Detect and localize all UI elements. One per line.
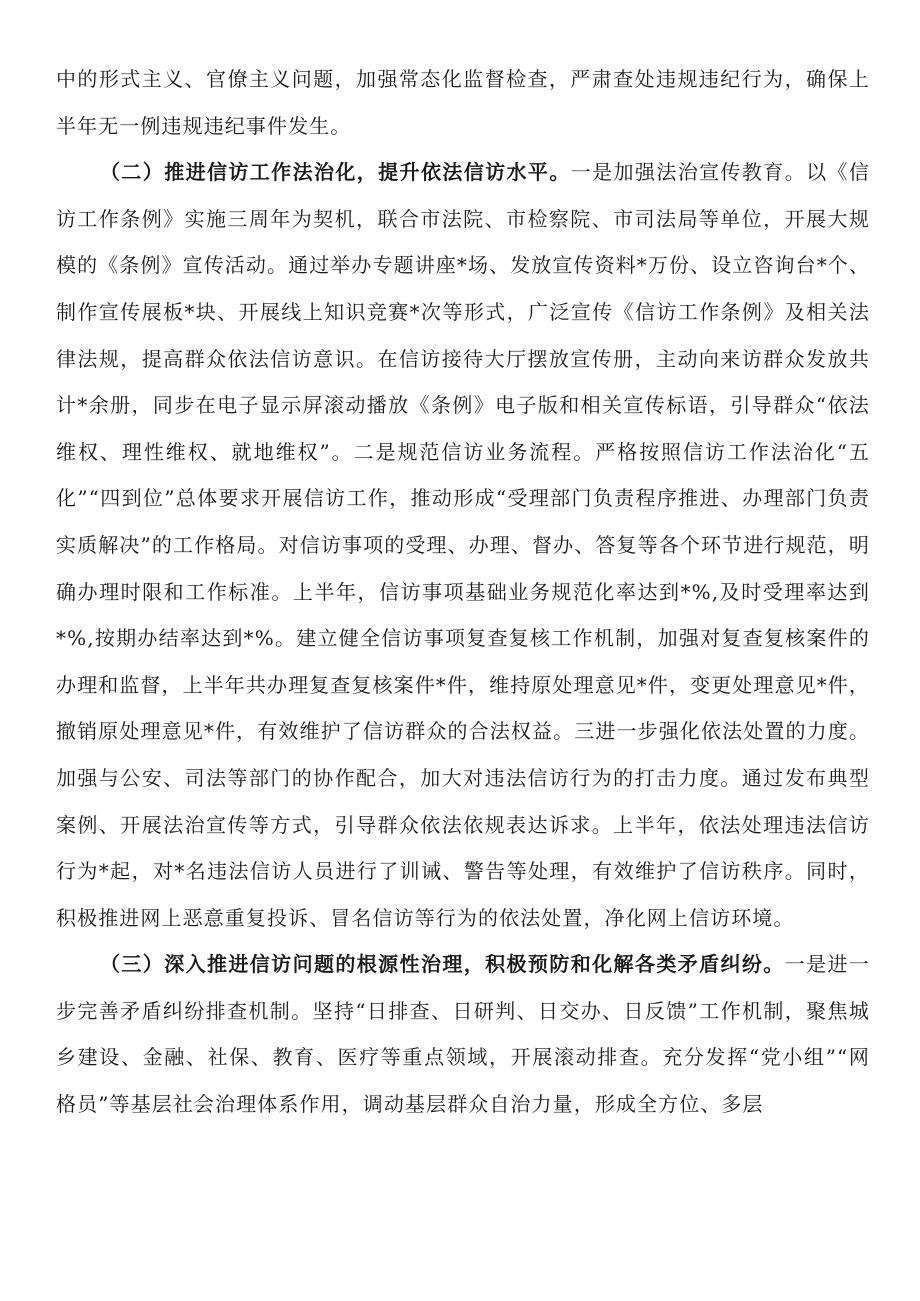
- section-heading-3: （三）深入推进信访问题的根源性治理，积极预防和化解各类矛盾纠纷。: [100, 952, 785, 977]
- paragraph-text: 中的形式主义、官僚主义问题，加强常态化监督检查，严肃查处违规违纪行为，确保上半年无一例违规违纪事件发生。: [56, 67, 870, 138]
- section-body-2: 一是加强法治宣传教育。以《信访工作条例》实施三周年为契机，联合市法院、市检察院、市司法局等单位，开展大规模的《条例》宣传活动。通过举办专题讲座*场、发放宣传资料*万份、设立咨询台*个、制作宣传展板*块、开展线上知识竞赛*次等形式，广泛宣传《信访工作条例》及相关法律法规，提高群众依法信访意识。在信访接待大厅摆放宣传册，主动向来访群众发放共计*余册，同步在电子显示屏滚动播放《条例》电子版和相关宣传标语，引导群众“依法维权、理性维权、就地维权”。二是规范信访业务流程。严格按照信访工作法治化“五化”“四到位”总体要求开展信访工作，推动形成“受理部门负责程序推进、办理部门负责实质解决”的工作格局。对信访事项的受理、办理、督办、答复等各个环节进行规范，明确办理时限和工作标准。上半年，信访事项基础业务规范化率达到*%,及时受理率达到*%,按期办结率达到*%。建立健全信访事项复查复核工作机制，加强对复查复核案件的办理和监督，上半年共办理复查复核案件*件，维持原处理意见*件，变更处理意见*件，撤销原处理意见*件，有效维护了信访群众的合法权益。三进一步强化依法处置的力度。加强与公安、司法等部门的协作配合，加大对违法信访行为的打击力度。通过发布典型案例、开展法治宣传等方式，引导群众依法依规表达诉求。上半年，依法处理违法信访行为*起，对*名违法信访人员进行了训诫、警告等处理，有效维护了信访秩序。同时，积极推进网上恶意重复投诉、冒名信访等行为的依法处置，净化网上信访环境。: [56, 160, 870, 930]
- paragraph-section-2: [56, 149, 870, 941]
- paragraph-continuation: [56, 56, 870, 149]
- section-body-3: 一是进一步完善矛盾纠纷排查机制。坚持“日排查、日研判、日交办、日反馈”工作机制，聚焦城乡建设、金融、社保、教育、医疗等重点领域，开展滚动排查。充分发挥“党小组”“网格员”等基层社会治理体系作用，调动基层群众自治力量，形成全方位、多层: [56, 952, 870, 1117]
- paragraph-section-3: [56, 941, 870, 1127]
- section-heading-2: （二）推进信访工作法治化，提升依法信访水平。: [100, 160, 571, 185]
